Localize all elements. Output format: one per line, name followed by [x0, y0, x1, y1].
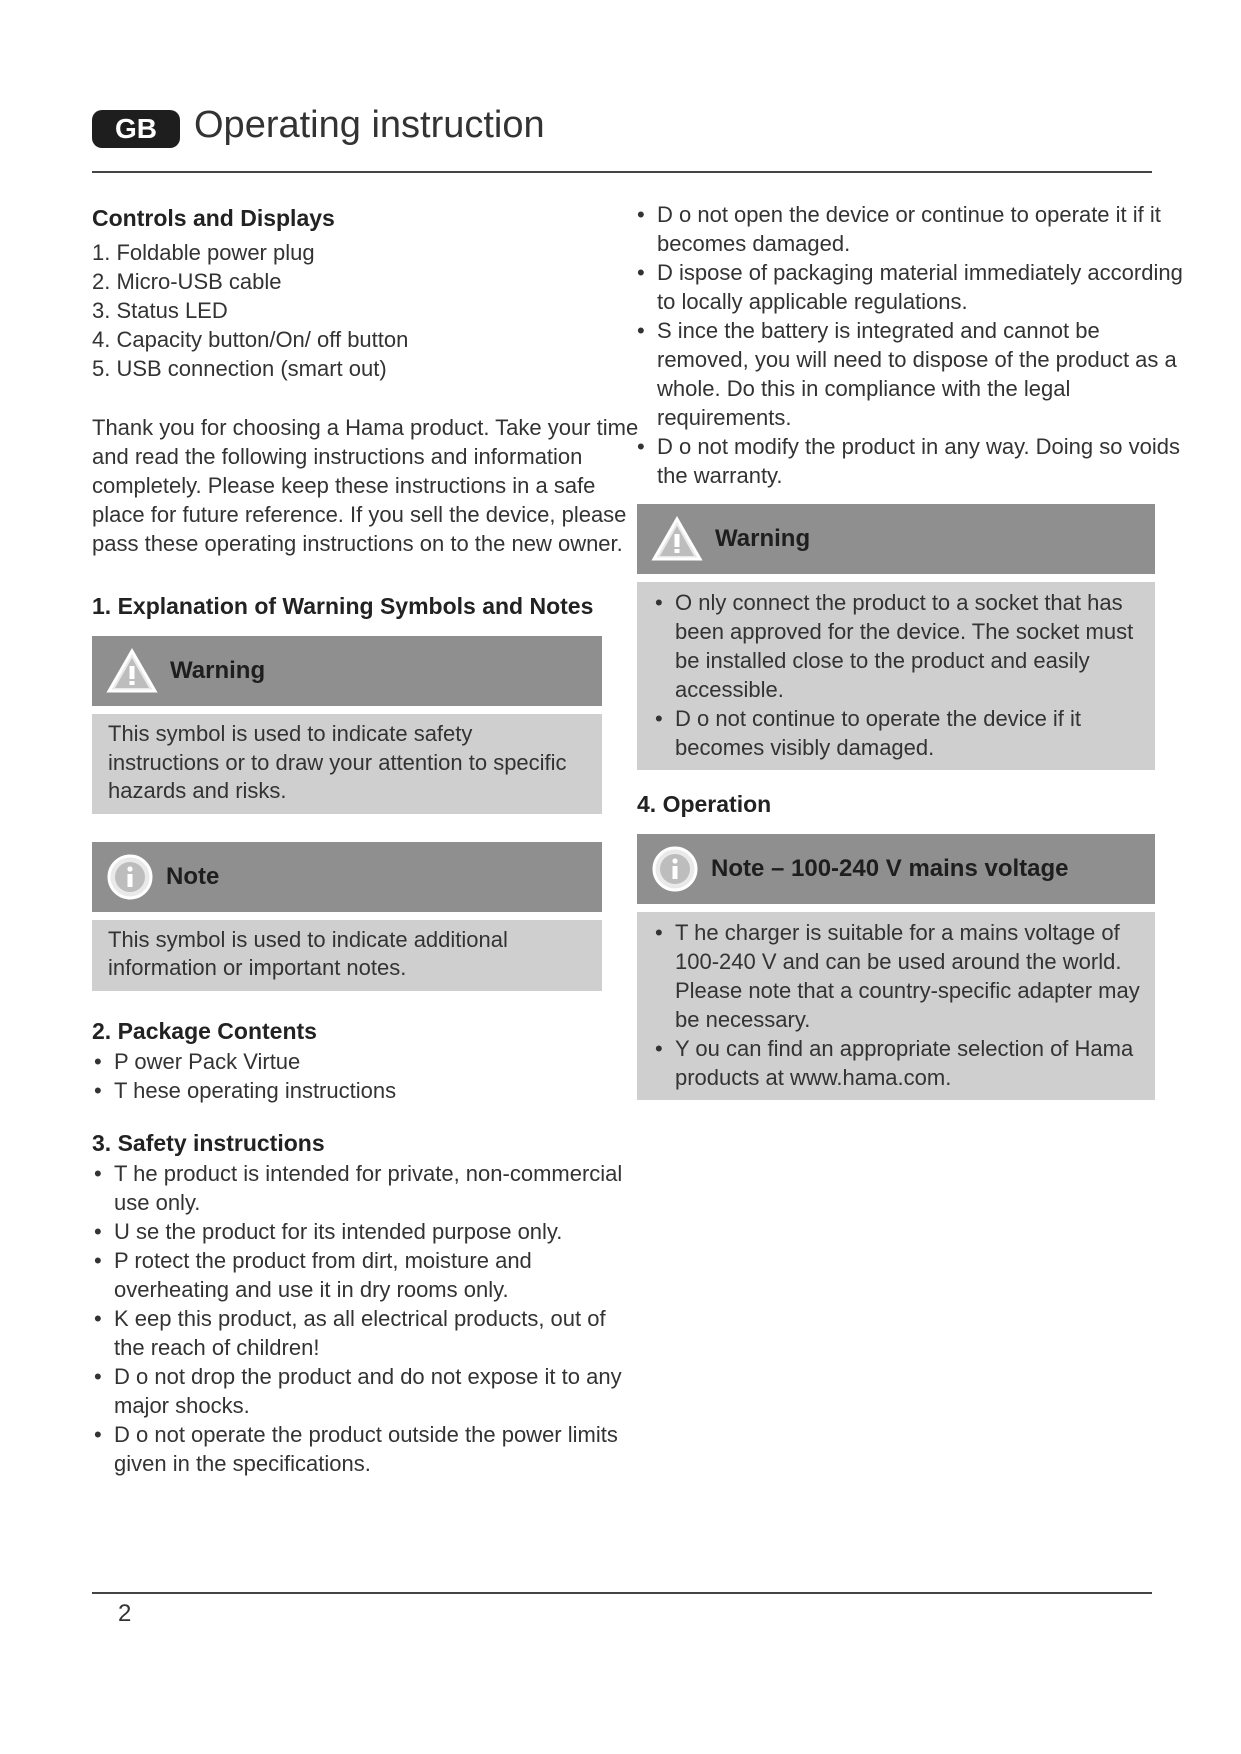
list-item: 1. Foldable power plug — [92, 240, 315, 265]
note-box-2-body — [637, 912, 1155, 1100]
warning-box-title: Warning — [170, 657, 266, 684]
list-item: • D o not continue to operate the device if it becomes visibly damaged. — [653, 704, 1141, 762]
list-item: 4. Capacity button/On/ off button — [92, 327, 409, 352]
section2-heading: 2. Package Contents — [92, 1017, 317, 1044]
intro-text: Thank you for choosing a Hama product. Take your time and read the following instructions and information completely. Please keep these instructions in a safe place for future reference. If you sell the device, please pass these operating instructions on to the new owner. — [92, 415, 639, 556]
warning-box-text: This symbol is used to indicate safety instructions or to draw your attention to specific hazards and risks. — [108, 721, 567, 803]
list-item: • O nly connect the product to a socket that has been approved for the device. The socket must be installed close to the product and easily accessible. — [653, 588, 1141, 704]
warning-box-2-body — [637, 582, 1155, 770]
warning-box — [92, 636, 602, 814]
list-item: • P ower Pack Virtue — [92, 1047, 642, 1076]
note-box-2-header — [637, 834, 1155, 904]
warning-box-header — [92, 636, 602, 706]
info-icon — [106, 853, 154, 901]
note-box-header — [92, 842, 602, 912]
safety-list-continued — [635, 200, 1193, 490]
info-icon — [651, 845, 699, 893]
note-box — [92, 842, 602, 991]
controls-list — [92, 238, 642, 383]
list-item: • D o not drop the product and do not expose it to any major shocks. — [92, 1362, 642, 1420]
warning-box-body — [92, 714, 602, 814]
list-item: • D o not operate the product outside the power limits given in the specifications. — [92, 1420, 642, 1478]
list-item: • D o not open the device or continue to operate it if it becomes damaged. — [635, 200, 1193, 258]
warning-box-2-title: Warning — [715, 525, 811, 552]
list-item: • T he product is intended for private, non-commercial use only. — [92, 1159, 642, 1217]
list-item: • K eep this product, as all electrical products, out of the reach of children! — [92, 1304, 642, 1362]
language-badge: GB — [92, 110, 180, 148]
note-box-2 — [637, 834, 1155, 1100]
note-box-text: This symbol is used to indicate additional information or important notes. — [108, 926, 508, 980]
page-number: 2 — [118, 1600, 132, 1627]
note-list — [653, 918, 1141, 1092]
controls-heading: Controls and Displays — [92, 205, 335, 231]
note-box-title: Note — [166, 862, 220, 890]
note-box-2-title: Note – 100-240 V mains voltage — [711, 855, 1069, 882]
list-item: • T hese operating instructions — [92, 1076, 642, 1105]
section1-heading: 1. Explanation of Warning Symbols and Notes — [92, 593, 594, 619]
warning-box-2 — [637, 504, 1155, 770]
header-rule — [92, 171, 1152, 173]
warning-box-2-header — [637, 504, 1155, 574]
warning-list — [653, 588, 1141, 762]
page-header — [92, 100, 1152, 176]
list-item: • S ince the battery is integrated and cannot be removed, you will need to dispose of the product as a whole. Do this in compliance with the legal requirements. — [635, 316, 1193, 432]
safety-list — [92, 1159, 642, 1478]
list-item: • T he charger is suitable for a mains voltage of 100-240 V and can be used around the world. Please note that a country-specific adapter may be necessary. — [653, 918, 1141, 1034]
list-item: • Y ou can find an appropriate selection of Hama products at www.hama.com. — [653, 1034, 1141, 1092]
list-item: • D ispose of packaging material immediately according to locally applicable regulations. — [635, 258, 1193, 316]
left-column — [92, 202, 642, 1478]
section3-heading: 3. Safety instructions — [92, 1129, 325, 1156]
warning-icon — [106, 647, 158, 695]
list-item: 3. Status LED — [92, 298, 228, 323]
list-item: • P rotect the product from dirt, moisture and overheating and use it in dry rooms only. — [92, 1246, 642, 1304]
note-box-body — [92, 920, 602, 991]
section4-heading: 4. Operation — [637, 791, 772, 817]
package-list — [92, 1047, 642, 1105]
list-item: • D o not modify the product in any way. Doing so voids the warranty. — [635, 432, 1193, 490]
list-item: 5. USB connection (smart out) — [92, 356, 387, 381]
right-column — [637, 200, 1193, 1100]
page-title: Operating instruction — [194, 104, 545, 146]
list-item: 2. Micro-USB cable — [92, 269, 282, 294]
footer-rule — [92, 1592, 1152, 1594]
warning-icon — [651, 515, 703, 563]
list-item: • U se the product for its intended purpose only. — [92, 1217, 642, 1246]
